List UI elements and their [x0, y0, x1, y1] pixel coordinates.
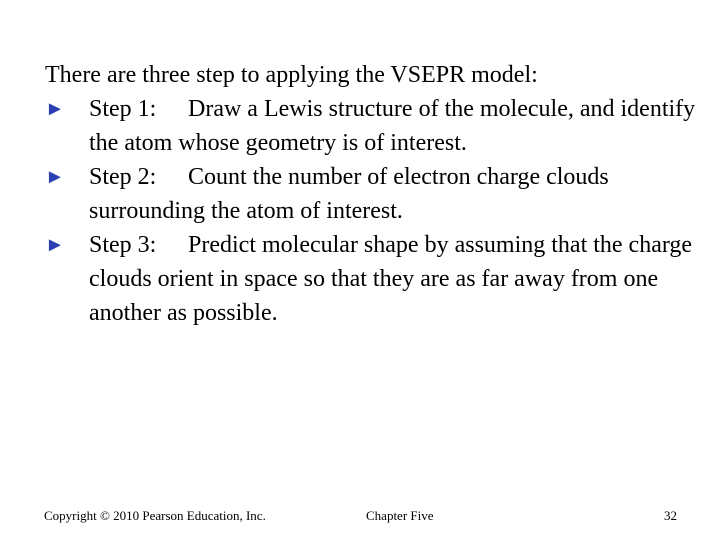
step-text: Count the number of electron charge clouds surrounding the atom of interest.: [89, 164, 609, 224]
step-text: Predict molecular shape by assuming that the charge clouds orient in space so that they are as far away from one another as possible.: [89, 232, 693, 326]
step-label: Step 3:: [89, 232, 157, 258]
step-label: Step 1:: [89, 96, 157, 122]
slide-body: [45, 58, 710, 330]
footer-chapter: Chapter Five: [366, 508, 434, 523]
triangle-bullet-icon: ►: [45, 166, 65, 188]
step-item-3: [45, 228, 710, 330]
step-text: Draw a Lewis structure of the molecule, and identify the atom whose geometry is of interest.: [89, 96, 696, 156]
footer-copyright: Copyright © 2010 Pearson Education, Inc.: [44, 508, 266, 523]
step-item-1: [45, 92, 710, 160]
step-item-2: [45, 160, 710, 228]
triangle-bullet-icon: ►: [45, 98, 65, 120]
step-label: Step 2:: [89, 164, 157, 190]
triangle-bullet-icon: ►: [45, 234, 65, 256]
footer-page-number: 32: [664, 508, 677, 523]
slide-intro: There are three step to applying the VSEPR model:: [45, 62, 538, 88]
